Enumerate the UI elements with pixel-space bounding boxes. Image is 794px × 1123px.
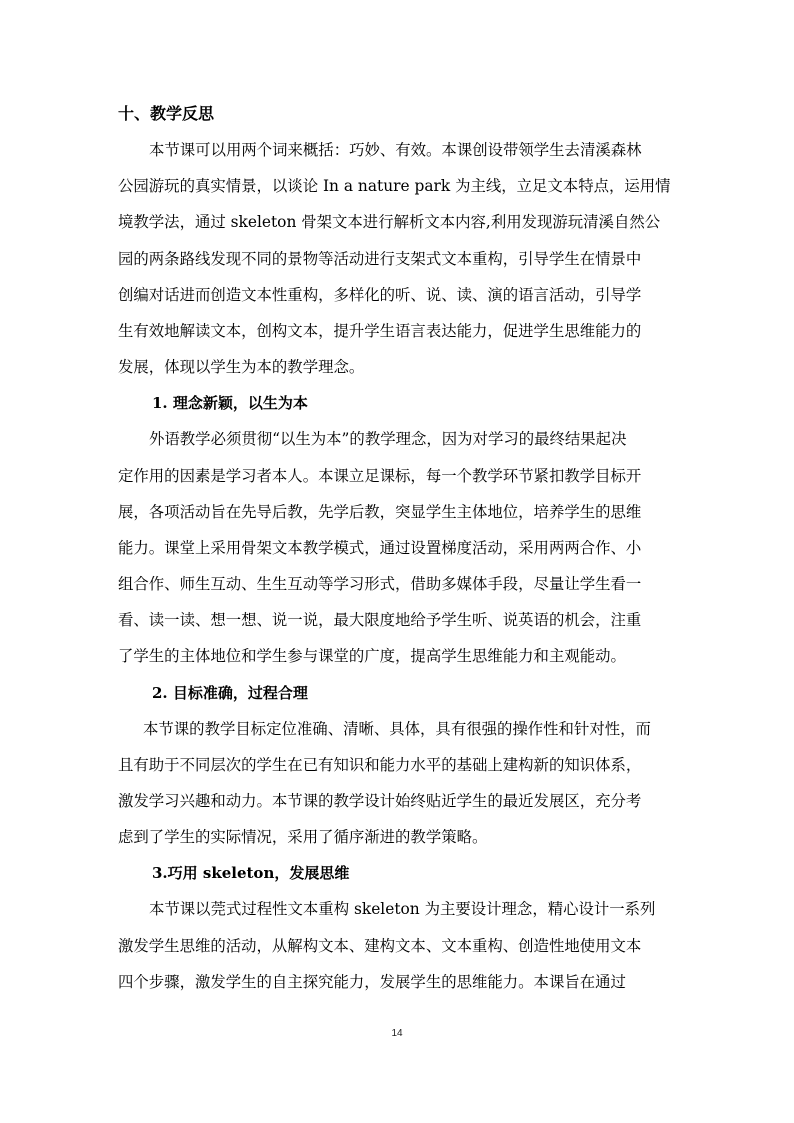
paragraph-line: 激发学习兴趣和动力。本节课的教学设计始终贴近学生的最近发展区，充分考 xyxy=(118,792,642,810)
paragraph-line: 本节课的教学目标定位准确、清晰、具体，具有很强的操作性和针对性，而 xyxy=(143,719,651,738)
point-2-heading: 2. 目标准确，过程合理 xyxy=(152,683,308,702)
paragraph-line: 本节课以莞式过程性文本重构 skeleton 为主要设计理念，精心设计一系列 xyxy=(149,900,656,919)
page-content xyxy=(118,96,672,1000)
paragraph-line: 园的两条路线发现不同的景物等活动进行支架式文本重构，引导学生在情景中 xyxy=(118,249,642,268)
paragraph-line: 本节课可以用两个词来概括：巧妙、有效。本课创设带领学生去清溪森林 xyxy=(149,141,642,159)
paragraph-line: 展，各项活动旨在先导后教，先学后教，突显学生主体地位，培养学生的思维 xyxy=(118,502,642,521)
point-1-heading: 1. 理念新颖，以生为本 xyxy=(152,394,308,413)
paragraph-line: 了学生的主体地位和学生参与课堂的广度，提高学生思维能力和主观能动。 xyxy=(118,647,626,666)
paragraph-line: 虑到了学生的实际情况，采用了循序渐进的教学策略。 xyxy=(118,828,488,847)
paragraph-line: 且有助于不同层次的学生在已有知识和能力水平的基础上建构新的知识体系， xyxy=(118,755,642,774)
intro-paragraph xyxy=(118,132,672,385)
paragraph-line: 公园游玩的真实情景，以谈论 In a nature park 为主线，立足文本特点，运用情 xyxy=(118,177,671,196)
point-3-paragraph xyxy=(118,891,672,1000)
page-number: 14 xyxy=(391,1028,403,1039)
paragraph-line: 四个步骤，激发学生的自主探究能力，发展学生的思维能力。本课旨在通过 xyxy=(118,972,626,991)
paragraph-line: 境教学法，通过 skeleton 骨架文本进行解析文本内容,利用发现游玩清溪自然公 xyxy=(118,213,661,232)
paragraph-line: 看、读一读、想一想、说一说，最大限度地给予学生听、说英语的机会，注重 xyxy=(118,611,642,630)
paragraph-line: 激发学生思维的活动，从解构文本、建构文本、文本重构、创造性地使用文本 xyxy=(118,936,642,955)
paragraph-line: 组合作、师生互动、生生互动等学习形式，借助多媒体手段，尽量让学生看一 xyxy=(118,575,642,594)
paragraph-line: 创编对话进而创造文本性重构，多样化的听、说、读、演的语言活动，引导学 xyxy=(118,285,642,304)
paragraph-line: 定作用的因素是学习者本人。本课立足课标，每一个教学环节紧扣教学目标开 xyxy=(118,466,642,485)
point-2-paragraph xyxy=(118,711,672,856)
paragraph-line: 能力。课堂上采用骨架文本教学模式，通过设置梯度活动，采用两两合作、小 xyxy=(118,538,642,557)
point-1-paragraph xyxy=(118,421,672,674)
paragraph-line: 生有效地解读文本，创构文本，提升学生语言表达能力，促进学生思维能力的 xyxy=(118,321,642,340)
paragraph-line: 发展，体现以学生为本的教学理念。 xyxy=(118,358,365,377)
section-title: 十、教学反思 xyxy=(118,104,215,123)
paragraph-line: 外语教学必须贯彻“以生为本”的教学理念，因为对学习的最终结果起决 xyxy=(149,430,627,449)
point-3-heading: 3.巧用 skeleton，发展思维 xyxy=(152,864,350,883)
